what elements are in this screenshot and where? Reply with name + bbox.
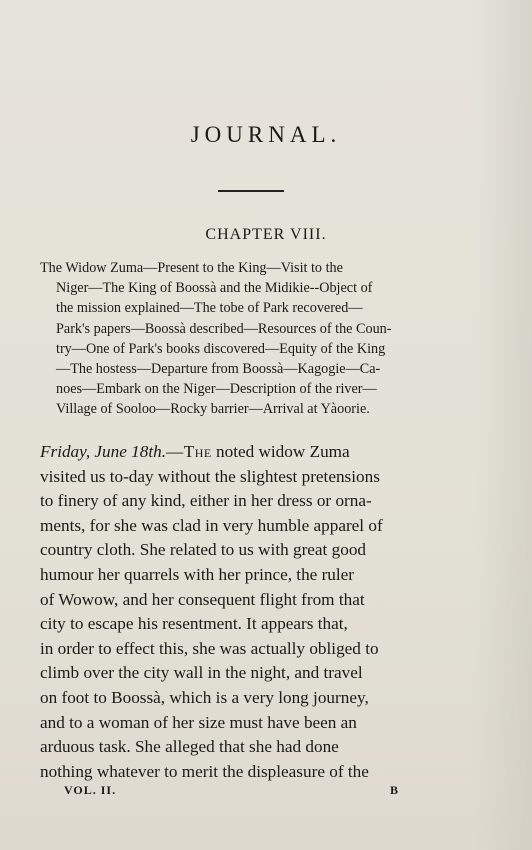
body-line: arduous task. She alleged that she had done <box>40 737 339 757</box>
body-line: ments, for she was clad in very humble apparel of <box>40 515 383 535</box>
body-line: to finery of any kind, either in her dress or orna- <box>40 491 372 511</box>
summary-line: Park's papers—Boossà described—Resources of the Coun- <box>56 320 392 337</box>
page-title: JOURNAL. <box>190 122 342 147</box>
entry-date: Friday, June 18th. <box>40 442 167 461</box>
page-footer <box>64 783 404 798</box>
signature-mark: B <box>390 783 400 797</box>
body-line: nothing whatever to merit the displeasure of the <box>40 761 369 781</box>
summary-line: Village of Sooloo—Rocky barrier—Arrival at Yàoorie. <box>56 401 370 418</box>
body-line: on foot to Boossà, which is a very long journey, <box>40 687 369 707</box>
volume-marker: VOL. II. <box>64 783 117 797</box>
body-text <box>40 440 465 784</box>
lead-word: —The <box>166 442 212 461</box>
body-line: and to a woman of her size must have been an <box>40 712 357 732</box>
body-first-line <box>40 440 465 465</box>
title-rule <box>218 190 284 192</box>
summary-line: —The hostess—Departure from Boossà—Kagogie—Ca- <box>56 361 381 378</box>
body-line: visited us to-day without the slightest pretensions <box>40 466 380 486</box>
summary-line: Niger—The King of Boossà and the Midikie--Object of <box>56 280 373 297</box>
chapter-heading: CHAPTER VIII. <box>205 226 327 243</box>
first-line-text: noted widow Zuma <box>211 442 350 461</box>
summary-line: the mission explained—The tobe of Park recovered— <box>56 300 363 317</box>
summary-line: noes—Embark on the Niger—Description of the river— <box>56 381 377 398</box>
body-line: climb over the city wall in the night, and travel <box>40 663 363 683</box>
body-line: of Wowow, and her consequent flight from that <box>40 589 365 609</box>
body-line: in order to effect this, she was actually obliged to <box>40 638 379 658</box>
summary-line: The Widow Zuma—Present to the King—Visit to the <box>40 260 343 276</box>
chapter-summary <box>40 258 462 420</box>
summary-line: try—One of Park's books discovered—Equity of the King <box>56 340 386 357</box>
body-line: city to escape his resentment. It appears that, <box>40 614 348 634</box>
body-line: humour her quarrels with her prince, the ruler <box>40 564 355 584</box>
body-line: country cloth. She related to us with great good <box>40 540 367 560</box>
